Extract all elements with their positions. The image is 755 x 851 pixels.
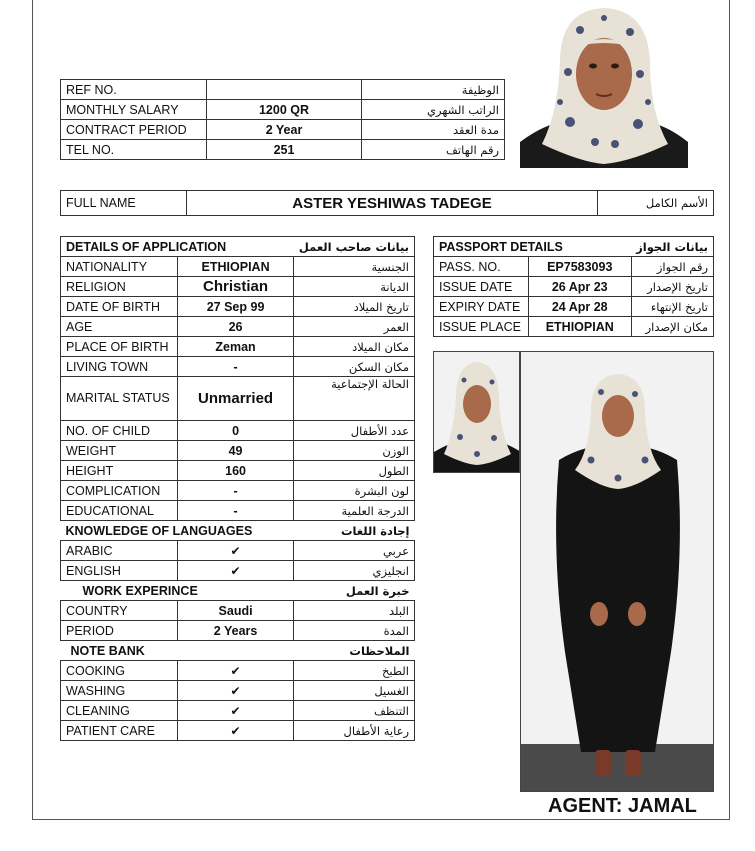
application-row-value: 160: [177, 461, 294, 481]
work-row-label: COUNTRY: [61, 601, 178, 621]
application-row-label-ar: الطول: [294, 461, 415, 481]
passport-row-value: ETHIOPIAN: [528, 317, 631, 337]
application-header-row: [61, 237, 415, 257]
application-row-label: LIVING TOWN: [61, 357, 178, 377]
contract-label: CONTRACT PERIOD: [61, 120, 207, 140]
work-rows: [61, 601, 415, 641]
application-row-value: -: [177, 481, 294, 501]
languages-title-ar: إجادة اللغات: [340, 523, 410, 538]
languages-rows: [61, 541, 415, 581]
application-row-label: RELIGION: [61, 277, 178, 297]
language-row-label-ar: انجليزي: [294, 561, 415, 581]
note-row: [61, 701, 415, 721]
application-row: [61, 317, 415, 337]
application-title-ar: بيانات صاحب العمل: [294, 237, 415, 257]
note-row-value: ✔: [177, 681, 294, 701]
application-row-label: NO. OF CHILD: [61, 421, 178, 441]
ref-value: [207, 80, 362, 100]
application-row-label: DATE OF BIRTH: [61, 297, 178, 317]
application-row-label-ar: الحالة الإجتماعية: [294, 377, 415, 421]
application-row-value: 0: [177, 421, 294, 441]
ref-label-ar: الوظيفة: [362, 80, 505, 100]
language-row-label: ARABIC: [61, 541, 178, 561]
work-row-label-ar: المدة: [294, 621, 415, 641]
passport-row: [434, 257, 714, 277]
application-row-value: 49: [177, 441, 294, 461]
application-row-label-ar: مكان الميلاد: [294, 337, 415, 357]
work-title: WORK EXPERINCE: [82, 583, 198, 598]
application-row-label: AGE: [61, 317, 178, 337]
application-row-label-ar: عدد الأطفال: [294, 421, 415, 441]
work-row-label: PERIOD: [61, 621, 178, 641]
tel-label-ar: رقم الهاتف: [362, 140, 505, 160]
passport-rows: [434, 257, 714, 337]
notes-title-ar: الملاحظات: [349, 643, 410, 658]
application-row-label: NATIONALITY: [61, 257, 178, 277]
application-row-label: HEIGHT: [61, 461, 178, 481]
application-row: [61, 441, 415, 461]
application-row-value: 26: [177, 317, 294, 337]
note-row-label: WASHING: [61, 681, 178, 701]
work-header-row: [61, 581, 415, 601]
application-row-value: ETHIOPIAN: [177, 257, 294, 277]
notes-rows: [61, 661, 415, 741]
note-row-label-ar: الغسيل: [294, 681, 415, 701]
passport-row-label: ISSUE PLACE: [434, 317, 529, 337]
application-row-label-ar: تاريخ الميلاد: [294, 297, 415, 317]
top-info-table: [60, 79, 505, 160]
passport-row-label-ar: تاريخ الإصدار: [631, 277, 713, 297]
passport-title: PASSPORT DETAILS: [434, 237, 632, 257]
full-name-row: [61, 191, 714, 216]
salary-row: [61, 100, 505, 120]
work-row: [61, 601, 415, 621]
application-row-label: WEIGHT: [61, 441, 178, 461]
contract-row: [61, 120, 505, 140]
application-row: [61, 501, 415, 521]
note-row-label-ar: رعاية الأطفال: [294, 721, 415, 741]
note-row-value: ✔: [177, 701, 294, 721]
application-row-label: PLACE OF BIRTH: [61, 337, 178, 357]
tel-value: 251: [207, 140, 362, 160]
application-row-label-ar: الديانة: [294, 277, 415, 297]
portrait-photo: [520, 2, 688, 168]
passport-row: [434, 277, 714, 297]
note-row-label-ar: الطبخ: [294, 661, 415, 681]
ref-label: REF NO.: [61, 80, 207, 100]
language-row: [61, 561, 415, 581]
application-row: [61, 357, 415, 377]
passport-title-ar: بيانات الجواز: [631, 237, 713, 257]
note-row-label: COOKING: [61, 661, 178, 681]
tel-row: [61, 140, 505, 160]
passport-row-value: 26 Apr 23: [528, 277, 631, 297]
application-row-label: EDUCATIONAL: [61, 501, 178, 521]
application-row-label-ar: الجنسية: [294, 257, 415, 277]
note-row-label: PATIENT CARE: [61, 721, 178, 741]
work-row-label-ar: البلد: [294, 601, 415, 621]
passport-row-value: EP7583093: [528, 257, 631, 277]
contract-value: 2 Year: [207, 120, 362, 140]
application-row: [61, 297, 415, 317]
work-row-value: 2 Years: [177, 621, 294, 641]
note-row: [61, 721, 415, 741]
application-row-label-ar: العمر: [294, 317, 415, 337]
passport-header-row: [434, 237, 714, 257]
language-row-label: ENGLISH: [61, 561, 178, 581]
language-row: [61, 541, 415, 561]
language-row-value: ✔: [177, 541, 294, 561]
application-row-value: Christian: [177, 277, 294, 297]
salary-label-ar: الراتب الشهري: [362, 100, 505, 120]
languages-title: KNOWLEDGE OF LANGUAGES: [65, 523, 253, 538]
notes-header-row: [61, 641, 415, 661]
passport-row-label-ar: مكان الإصدار: [631, 317, 713, 337]
application-row: [61, 277, 415, 297]
note-row: [61, 661, 415, 681]
tel-label: TEL NO.: [61, 140, 207, 160]
passport-row: [434, 317, 714, 337]
note-row-label-ar: التنظف: [294, 701, 415, 721]
application-row-label: COMPLICATION: [61, 481, 178, 501]
work-row-value: Saudi: [177, 601, 294, 621]
application-table: [60, 236, 415, 741]
full-name-label: FULL NAME: [61, 191, 187, 216]
note-row-label: CLEANING: [61, 701, 178, 721]
portrait-illustration: [520, 2, 688, 168]
application-row: [61, 337, 415, 357]
application-row-label-ar: لون البشرة: [294, 481, 415, 501]
application-row: [61, 421, 415, 441]
ref-row: [61, 80, 505, 100]
passport-row-label-ar: تاريخ الإنتهاء: [631, 297, 713, 317]
application-row: [61, 377, 415, 421]
language-row-label-ar: عربي: [294, 541, 415, 561]
work-row: [61, 621, 415, 641]
headshot-photo: [433, 351, 520, 473]
passport-row-label: PASS. NO.: [434, 257, 529, 277]
application-row-label-ar: الوزن: [294, 441, 415, 461]
language-row-value: ✔: [177, 561, 294, 581]
application-title: DETAILS OF APPLICATION: [61, 237, 294, 257]
application-row-value: -: [177, 357, 294, 377]
passport-row-label: ISSUE DATE: [434, 277, 529, 297]
application-row-value: 27 Sep 99: [177, 297, 294, 317]
application-row-value: -: [177, 501, 294, 521]
passport-row-label: EXPIRY DATE: [434, 297, 529, 317]
application-row-value: Unmarried: [177, 377, 294, 421]
agent-label: AGENT: JAMAL: [548, 795, 697, 817]
passport-row-value: 24 Apr 28: [528, 297, 631, 317]
application-rows: [61, 257, 415, 521]
application-row-value: Zeman: [177, 337, 294, 357]
full-name-table: [60, 190, 714, 216]
headshot-illustration: [434, 352, 520, 473]
salary-label: MONTHLY SALARY: [61, 100, 207, 120]
contract-label-ar: مدة العقد: [362, 120, 505, 140]
full-body-photo: [520, 351, 714, 792]
application-row-label-ar: مكان السكن: [294, 357, 415, 377]
application-row: [61, 257, 415, 277]
passport-table: [433, 236, 714, 337]
notes-title: NOTE BANK: [70, 643, 145, 658]
passport-row: [434, 297, 714, 317]
application-row-label: MARITAL STATUS: [61, 377, 178, 421]
full-name-label-ar: الأسم الكامل: [598, 191, 714, 216]
passport-row-label-ar: رقم الجواز: [631, 257, 713, 277]
note-row-value: ✔: [177, 721, 294, 741]
application-row: [61, 461, 415, 481]
work-title-ar: خبرة العمل: [345, 583, 410, 598]
full-body-illustration: [521, 352, 714, 792]
languages-header-row: [61, 521, 415, 541]
application-row-label-ar: الدرجة العلمية: [294, 501, 415, 521]
salary-value: 1200 QR: [207, 100, 362, 120]
note-row-value: ✔: [177, 661, 294, 681]
full-name-value: ASTER YESHIWAS TADEGE: [187, 191, 598, 216]
application-row: [61, 481, 415, 501]
note-row: [61, 681, 415, 701]
